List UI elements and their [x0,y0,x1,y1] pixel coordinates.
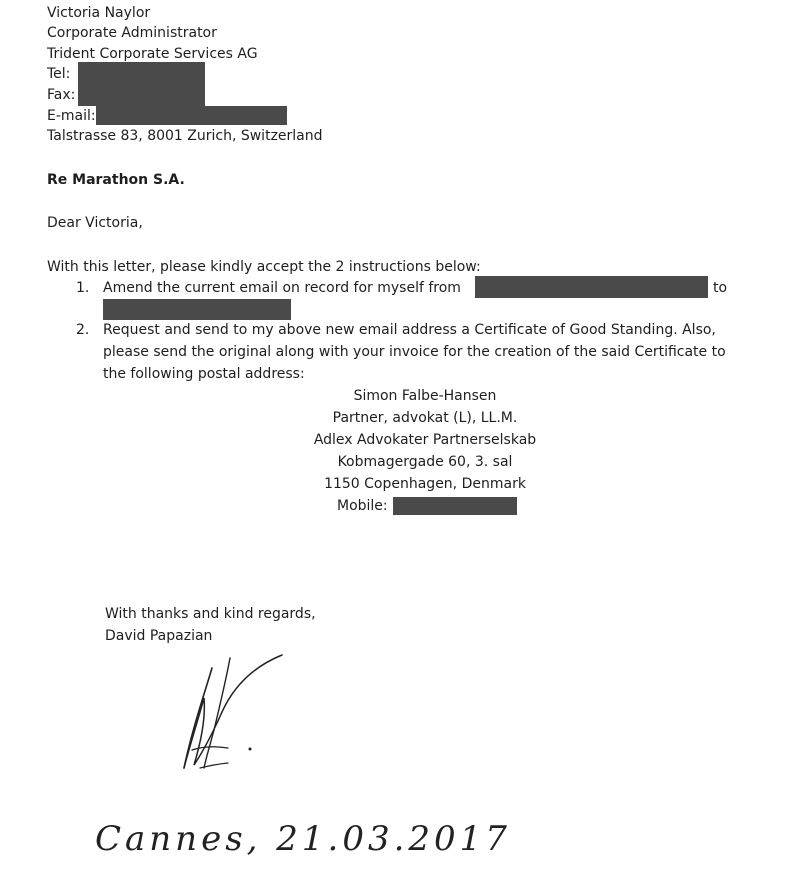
postal-firm: Adlex Advokater Partnerselskab [313,432,537,448]
redacted-current-email [475,276,708,298]
postal-street: Kobmagergade 60, 3. sal [337,454,513,470]
instruction-1-text: Amend the current email on record for myself from [103,280,461,296]
postal-city: 1150 Copenhagen, Denmark [324,476,526,492]
closing-regards: With thanks and kind regards, [105,606,316,622]
handwritten-signature [170,650,290,775]
sender-name: Victoria Naylor [47,5,151,21]
redacted-new-email [103,299,291,320]
sender-address: Talstrasse 83, 8001 Zurich, Switzerland [47,128,323,144]
redacted-mobile [393,497,517,515]
fax-label: Fax: [47,87,76,103]
handwritten-place-date [90,800,540,870]
postal-name: Simon Falbe-Hansen [353,388,497,404]
postal-address-block [300,385,550,495]
handwritten-place-date-text: Cannes, 21.03.2017 [95,819,511,859]
salutation: Dear Victoria, [47,215,143,231]
signer-name: David Papazian [105,628,213,644]
redacted-email [96,106,287,125]
sender-company: Trident Corporate Services AG [47,46,258,62]
intro-text: With this letter, please kindly accept the 2 instructions below: [47,259,481,275]
email-label: E-mail: [47,108,96,124]
subject-line: Re Marathon S.A. [47,172,185,188]
sender-title: Corporate Administrator [47,25,217,41]
postal-role: Partner, advokat (L), LL.M. [332,410,518,426]
instruction-2-number: 2. [76,322,90,338]
instruction-2-line-1: Request and send to my above new email address a Certificate of Good Standing. Also, [103,322,716,338]
tel-label: Tel: [47,66,71,82]
redacted-tel-fax [78,62,205,106]
mobile-label: Mobile: [337,498,388,514]
instruction-2-line-3: the following postal address: [103,366,305,382]
instruction-1-to: to [713,280,728,296]
instruction-1-number: 1. [76,280,90,296]
instruction-2-line-2: please send the original along with your invoice for the creation of the said Certificate to [103,344,726,360]
